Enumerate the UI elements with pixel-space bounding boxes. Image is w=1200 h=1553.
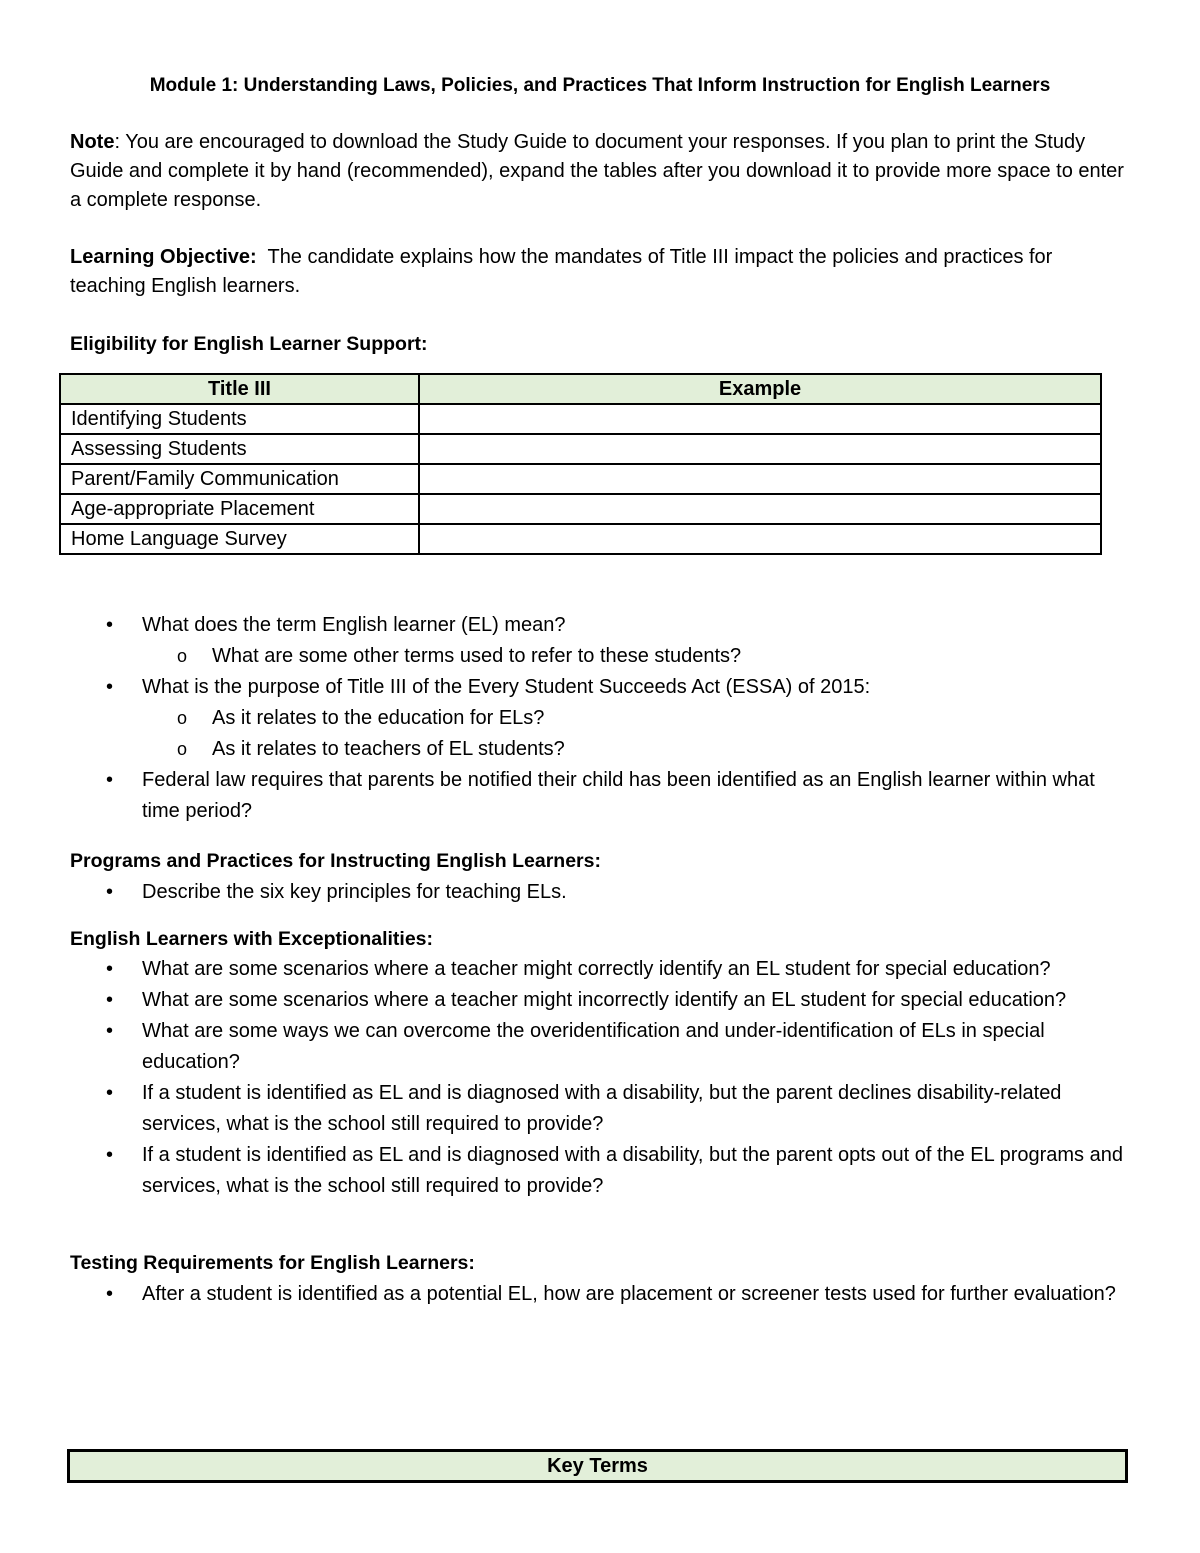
list-item — [70, 1078, 1130, 1140]
exceptionalities-heading: English Learners with Exceptionalities: — [70, 928, 434, 950]
list-item — [70, 703, 1130, 734]
testing-heading: Testing Requirements for English Learners: — [70, 1252, 475, 1274]
list-item — [70, 954, 1130, 985]
page-title: Module 1: Understanding Laws, Policies, and Practices That Inform Instruction for English Learners — [149, 75, 1051, 96]
row-title-cell: Parent/Family Communication — [60, 464, 419, 494]
list-item — [70, 877, 1130, 908]
list-item-text: Federal law requires that parents be notified their child has been identified as an English learner within what time period? — [142, 769, 1095, 822]
table-header-example: Example — [419, 374, 1101, 404]
list-item-text: What are some other terms used to refer to these students? — [212, 645, 742, 667]
table-row — [60, 464, 1101, 494]
programs-questions-list — [70, 877, 1130, 908]
list-item-text: What are some scenarios where a teacher might incorrectly identify an EL student for special education? — [142, 989, 1067, 1011]
bullet-icon: • — [106, 1020, 114, 1042]
note-text: : You are encouraged to download the Study Guide to document your responses. If you plan to print the Study Guide and complete it by hand (recommended), expand the tables after you download it to provide more space to enter a complete response. — [70, 131, 1124, 211]
circle-bullet-icon: o — [177, 739, 188, 759]
list-item-text: What are some scenarios where a teacher might correctly identify an EL student for special education? — [142, 958, 1051, 980]
key-terms-header: Key Terms — [69, 1451, 1127, 1482]
table-row — [60, 434, 1101, 464]
list-item — [70, 734, 1130, 765]
eligibility-table — [59, 373, 1102, 555]
list-item-text: As it relates to teachers of EL students? — [212, 738, 565, 760]
list-item — [70, 610, 1130, 641]
bullet-icon: • — [106, 881, 114, 903]
row-title-cell: Home Language Survey — [60, 524, 419, 554]
row-title-cell: Age-appropriate Placement — [60, 494, 419, 524]
list-item-text: What is the purpose of Title III of the Every Student Succeeds Act (ESSA) of 2015: — [142, 676, 871, 698]
table-header-row — [60, 374, 1101, 404]
list-item-text: If a student is identified as EL and is diagnosed with a disability, but the parent declines disability-related services, what is the school still required to provide? — [142, 1082, 1062, 1135]
row-example-cell[interactable] — [419, 524, 1101, 554]
row-example-cell[interactable] — [419, 434, 1101, 464]
list-item-text: As it relates to the education for ELs? — [212, 707, 545, 729]
eligibility-questions-list — [70, 610, 1130, 827]
table-row — [60, 404, 1101, 434]
key-terms-header-row — [69, 1451, 1127, 1482]
testing-questions-list — [70, 1279, 1130, 1310]
bullet-icon: • — [106, 1082, 114, 1104]
row-title-cell: Assessing Students — [60, 434, 419, 464]
list-item — [70, 1279, 1130, 1310]
circle-bullet-icon: o — [177, 708, 188, 728]
objective-label: Learning Objective: — [70, 246, 257, 268]
bullet-icon: • — [106, 769, 114, 791]
bullet-icon: • — [106, 1283, 114, 1305]
row-title-cell: Identifying Students — [60, 404, 419, 434]
exceptionalities-questions-list — [70, 954, 1130, 1202]
list-item-text: If a student is identified as EL and is diagnosed with a disability, but the parent opts out of the EL programs and services, what is the school still required to provide? — [142, 1144, 1123, 1197]
list-item-text: After a student is identified as a potential EL, how are placement or screener tests used for further evaluation? — [142, 1283, 1116, 1305]
objective-text: The candidate explains how the mandates of Title III impact the policies and practices for teaching English learners. — [70, 246, 1058, 297]
table-row — [60, 524, 1101, 554]
programs-heading: Programs and Practices for Instructing English Learners: — [70, 850, 601, 872]
list-item — [70, 765, 1130, 827]
list-item-text: What are some ways we can overcome the overidentification and under-identification of ELs in special education? — [142, 1020, 1045, 1073]
table-row — [60, 494, 1101, 524]
list-item — [70, 1140, 1130, 1202]
eligibility-heading: Eligibility for English Learner Support: — [70, 333, 428, 355]
bullet-icon: • — [106, 958, 114, 980]
bullet-icon: • — [106, 676, 114, 698]
row-example-cell[interactable] — [419, 404, 1101, 434]
note-paragraph — [70, 128, 1130, 215]
list-item — [70, 1016, 1130, 1078]
key-terms-table — [67, 1449, 1128, 1483]
list-item — [70, 672, 1130, 703]
list-item — [70, 985, 1130, 1016]
list-item-text: Describe the six key principles for teaching ELs. — [142, 881, 567, 903]
row-example-cell[interactable] — [419, 464, 1101, 494]
table-header-title-iii: Title III — [60, 374, 419, 404]
learning-objective-paragraph — [70, 243, 1130, 301]
bullet-icon: • — [106, 989, 114, 1011]
note-label: Note — [70, 131, 115, 153]
list-item-text: What does the term English learner (EL) mean? — [142, 614, 566, 636]
bullet-icon: • — [106, 614, 114, 636]
row-example-cell[interactable] — [419, 494, 1101, 524]
bullet-icon: • — [106, 1144, 114, 1166]
list-item — [70, 641, 1130, 672]
circle-bullet-icon: o — [177, 646, 188, 666]
